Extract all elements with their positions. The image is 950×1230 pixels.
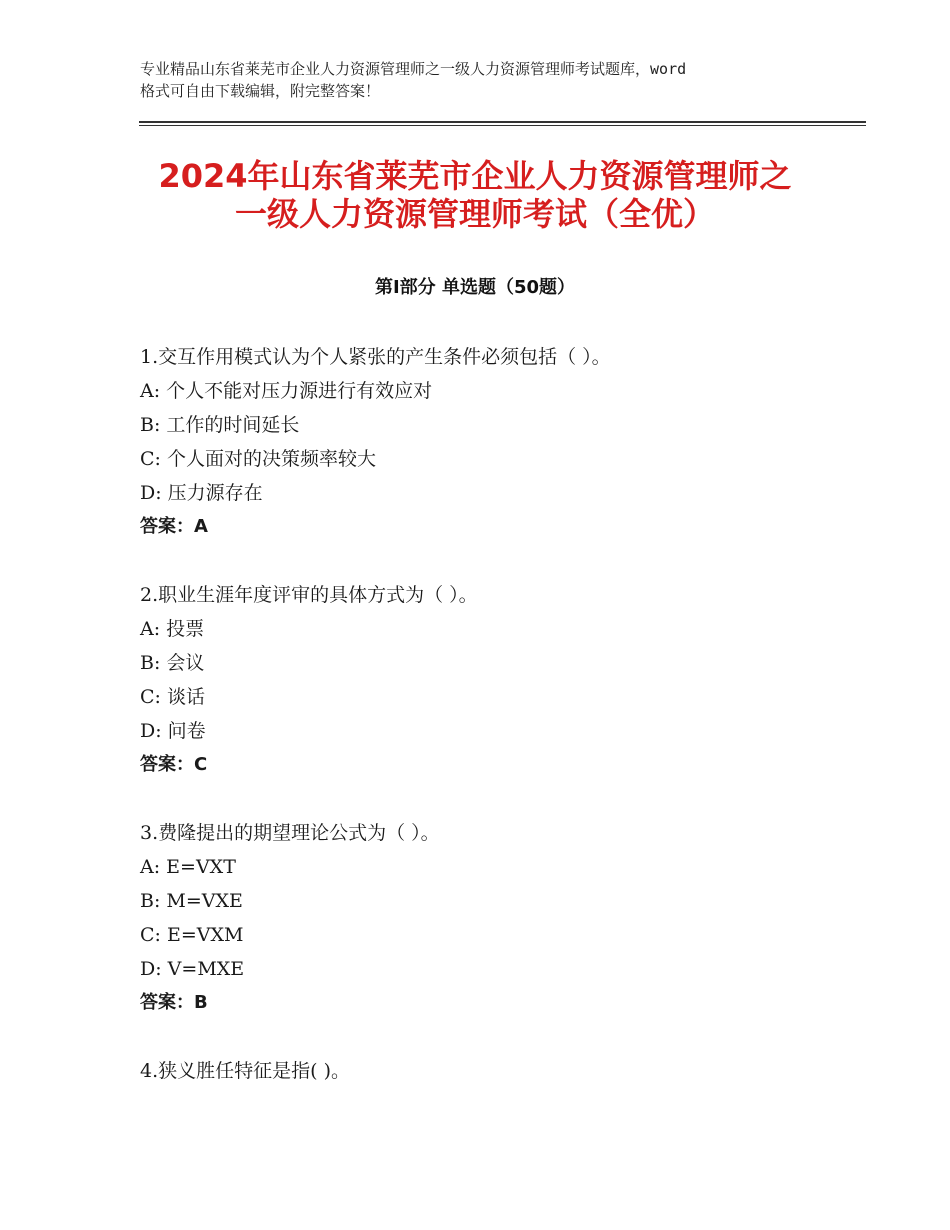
section-heading: 第Ⅰ部分 单选题（50题） bbox=[374, 277, 575, 298]
question-1 bbox=[140, 340, 860, 544]
option-a: A: 个人不能对压力源进行有效应对 bbox=[140, 380, 433, 402]
document-title-line-1: 2024年山东省莱芜市企业人力资源管理师之 bbox=[158, 157, 792, 195]
option-d: D: 问卷 bbox=[140, 720, 206, 742]
header-note-line-1: 专业精品山东省莱芜市企业人力资源管理师之一级人力资源管理师考试题库，word bbox=[140, 60, 687, 78]
question-list bbox=[140, 340, 860, 1122]
question-stem: 1.交互作用模式认为个人紧张的产生条件必须包括（ ）。 bbox=[140, 346, 611, 368]
question-3 bbox=[140, 816, 860, 1020]
document-title bbox=[0, 157, 950, 233]
header-divider-thin bbox=[139, 125, 866, 126]
option-a: A: 投票 bbox=[140, 618, 205, 640]
question-stem: 3.费隆提出的期望理论公式为（ ）。 bbox=[140, 822, 440, 844]
option-d: D: 压力源存在 bbox=[140, 482, 263, 504]
question-stem: 2.职业生涯年度评审的具体方式为（ ）。 bbox=[140, 584, 478, 606]
option-c: C: 个人面对的决策频率较大 bbox=[140, 448, 376, 470]
option-b: B: M=VXE bbox=[140, 890, 243, 912]
document-title-line-2: 一级人力资源管理师考试（全优） bbox=[234, 195, 715, 233]
header-divider-thick bbox=[139, 121, 866, 123]
option-c: C: 谈话 bbox=[140, 686, 205, 708]
question-2 bbox=[140, 578, 860, 782]
option-c: C: E=VXM bbox=[140, 924, 244, 946]
option-d: D: V=MXE bbox=[140, 958, 245, 980]
answer: 答案：A bbox=[140, 516, 208, 537]
header-note-line-2: 格式可自由下载编辑，附完整答案！ bbox=[140, 82, 381, 100]
option-a: A: E=VXT bbox=[140, 856, 236, 878]
question-stem: 4.狭义胜任特征是指( )。 bbox=[140, 1060, 350, 1082]
option-b: B: 工作的时间延长 bbox=[140, 414, 300, 436]
option-b: B: 会议 bbox=[140, 652, 205, 674]
answer: 答案：B bbox=[140, 992, 208, 1013]
question-4 bbox=[140, 1054, 860, 1088]
header-note bbox=[140, 58, 840, 102]
answer: 答案：C bbox=[140, 754, 208, 775]
